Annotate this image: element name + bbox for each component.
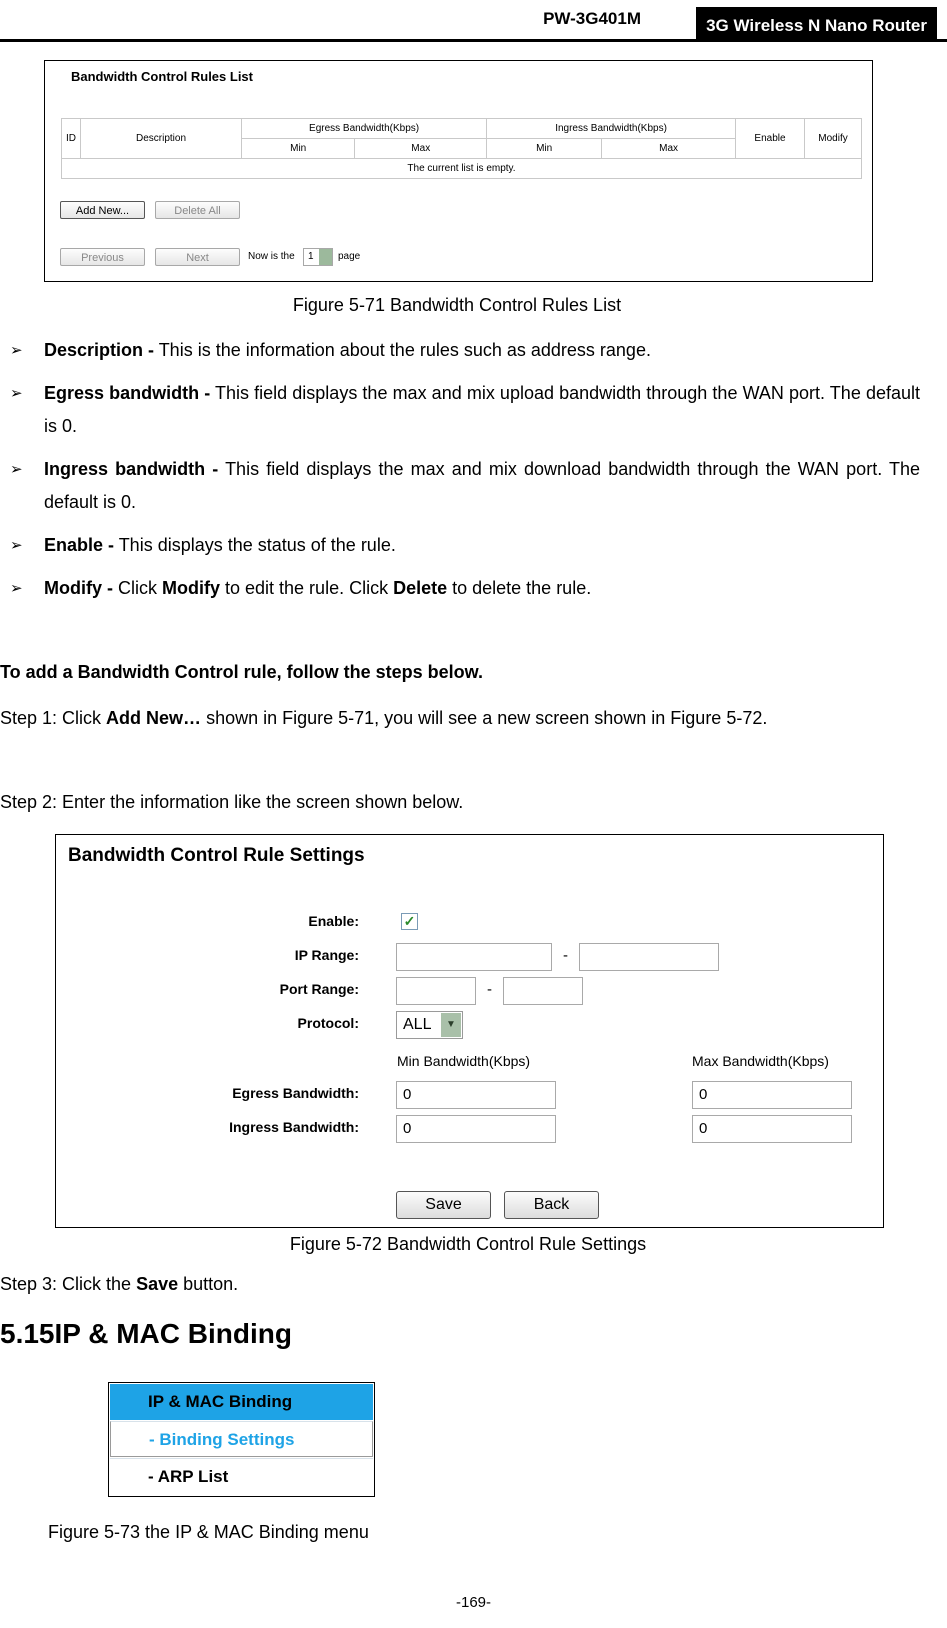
protocol-label: Protocol: — [297, 1015, 359, 1031]
chevron-down-icon — [319, 249, 332, 265]
step-1 — [0, 702, 918, 735]
page-label: page — [338, 251, 361, 262]
bullet-term: Egress bandwidth - — [44, 383, 211, 403]
step-3-bold: Save — [136, 1274, 179, 1294]
save-button[interactable]: Save — [396, 1191, 491, 1219]
arrow-bullet-icon: ➢ — [10, 385, 23, 402]
bullet-term: Ingress bandwidth - — [44, 459, 219, 479]
page-select[interactable] — [303, 248, 333, 266]
ingress-min-input[interactable]: 0 — [396, 1115, 556, 1143]
figure-bandwidth-rule-settings — [55, 834, 884, 1228]
bullet-text: This displays the status of the rule. — [114, 535, 396, 555]
egress-min-input[interactable]: 0 — [396, 1081, 556, 1109]
page-select-value: 1 — [308, 251, 314, 262]
enable-checkbox[interactable]: ✓ — [401, 913, 418, 930]
figure-73-caption: Figure 5-73 the IP & MAC Binding menu — [48, 1522, 369, 1542]
col-ingress-header: Ingress Bandwidth(Kbps) — [487, 119, 736, 139]
port-range-start-input[interactable] — [396, 977, 476, 1005]
bullet-egress — [10, 377, 920, 443]
bullet-modify — [10, 572, 920, 605]
step-1-bold: Add New… — [106, 708, 202, 728]
section-heading: 5.15IP & MAC Binding — [0, 1318, 292, 1349]
delete-all-button[interactable]: Delete All — [155, 201, 240, 219]
bullet-text: This is the information about the rules such as address range. — [154, 340, 651, 360]
rules-table — [61, 118, 862, 179]
bullet-text: This field displays the max and mix download bandwidth through the WAN port. The default is 0. — [44, 459, 921, 512]
ip-range-dash: - — [563, 947, 568, 964]
page-header — [0, 0, 947, 42]
col-enable-header: Enable — [736, 119, 805, 159]
figure-71-caption: Figure 5-71 Bandwidth Control Rules List — [292, 295, 622, 315]
bullet-term: Modify - — [44, 578, 113, 598]
ingress-max-input[interactable]: 0 — [692, 1115, 852, 1143]
col-description-header: Description — [81, 119, 242, 159]
back-button[interactable]: Back — [504, 1191, 599, 1219]
bullet-text: Click — [113, 578, 162, 598]
bullet-enable — [10, 529, 920, 562]
figure-72-caption: Figure 5-72 Bandwidth Control Rule Settings — [289, 1234, 647, 1254]
protocol-select[interactable] — [396, 1011, 463, 1039]
next-button[interactable]: Next — [155, 248, 240, 266]
bullet-term: Enable - — [44, 535, 115, 555]
menu-ip-mac-binding[interactable]: IP & MAC Binding — [110, 1384, 373, 1420]
min-bandwidth-header: Min Bandwidth(Kbps) — [397, 1053, 531, 1069]
port-range-label: Port Range: — [279, 981, 359, 997]
col-egress-header: Egress Bandwidth(Kbps) — [242, 119, 487, 139]
col-modify-header: Modify — [805, 119, 862, 159]
header-model: PW-3G401M — [543, 9, 641, 28]
step-3-post: button. — [178, 1274, 239, 1294]
egress-max-input[interactable]: 0 — [692, 1081, 852, 1109]
figure-ip-mac-binding-menu — [108, 1382, 375, 1497]
step-1-post: shown in Figure 5-71, you will see a new screen shown in Figure 5-72. — [201, 708, 768, 728]
bullet-ingress — [10, 453, 920, 519]
col-ingress-max: Max — [602, 139, 736, 159]
menu-binding-settings[interactable]: - Binding Settings — [110, 1421, 373, 1457]
ip-range-end-input[interactable] — [579, 943, 719, 971]
arrow-bullet-icon: ➢ — [10, 580, 23, 597]
bullet-description — [10, 334, 920, 367]
arrow-bullet-icon: ➢ — [10, 342, 23, 359]
figure-bandwidth-rules-list — [44, 60, 873, 282]
ip-range-label: IP Range: — [294, 947, 359, 963]
egress-bandwidth-label: Egress Bandwidth: — [232, 1085, 359, 1101]
page-number: -169- — [455, 1594, 492, 1611]
rules-list-title: Bandwidth Control Rules List — [71, 69, 253, 84]
add-new-button[interactable]: Add New... — [60, 201, 145, 219]
max-bandwidth-header: Max Bandwidth(Kbps) — [692, 1053, 829, 1069]
bullet-text: to delete the rule. — [447, 578, 592, 598]
bullet-text: to edit the rule. Click — [220, 578, 394, 598]
bullet-term: Description - — [44, 340, 155, 360]
col-egress-min: Min — [242, 139, 355, 159]
bullet-bold: Delete — [393, 578, 448, 598]
menu-arp-list[interactable]: - ARP List — [110, 1458, 373, 1494]
port-range-end-input[interactable] — [503, 977, 583, 1005]
col-egress-max: Max — [355, 139, 487, 159]
col-ingress-min: Min — [487, 139, 602, 159]
step-2: Step 2: Enter the information like the screen shown below. — [0, 792, 464, 812]
bullet-text: This field displays the max and mix upload bandwidth through the WAN port. The default is 0. — [44, 383, 920, 436]
header-rule — [0, 39, 947, 42]
enable-label: Enable: — [308, 913, 359, 929]
step-3 — [0, 1268, 918, 1301]
ingress-bandwidth-label: Ingress Bandwidth: — [229, 1119, 359, 1135]
chevron-down-icon: ▼ — [441, 1013, 461, 1037]
protocol-value: ALL — [403, 1016, 432, 1033]
ip-range-start-input[interactable] — [396, 943, 552, 971]
rule-settings-title: Bandwidth Control Rule Settings — [68, 845, 365, 866]
empty-list-row: The current list is empty. — [62, 159, 862, 179]
bullet-bold: Modify — [162, 578, 220, 598]
now-is-the-label: Now is the — [248, 251, 295, 262]
port-range-dash: - — [487, 981, 492, 998]
header-title: 3G Wireless N Nano Router — [696, 7, 937, 41]
step-3-pre: Step 3: Click the — [0, 1274, 137, 1294]
previous-button[interactable]: Previous — [60, 248, 145, 266]
steps-heading: To add a Bandwidth Control rule, follow the steps below. — [0, 662, 484, 682]
arrow-bullet-icon: ➢ — [10, 537, 23, 554]
arrow-bullet-icon: ➢ — [10, 461, 23, 478]
col-id-header: ID — [62, 119, 81, 159]
step-1-pre: Step 1: Click — [0, 708, 107, 728]
field-description-list — [10, 334, 920, 615]
